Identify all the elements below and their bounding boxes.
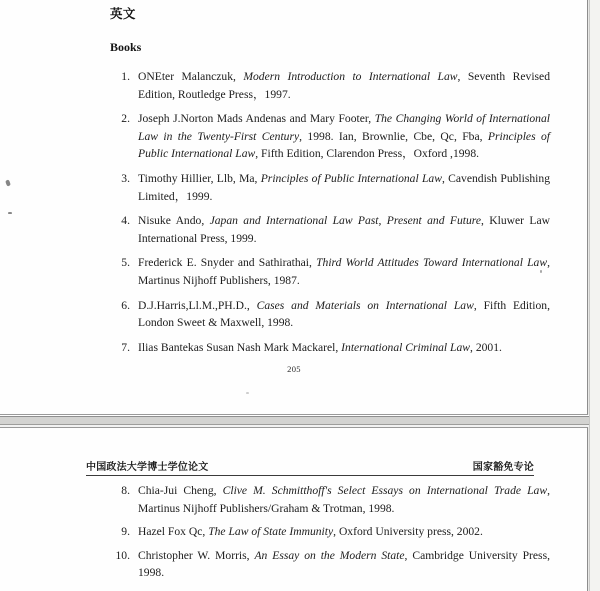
reference-plain: , 1998. Ian, Brownlie, Cbe, Qc, Fba, [299, 129, 488, 143]
reference-title: Principles of Public International Law [260, 172, 442, 186]
page-folio-number: 205 [287, 364, 301, 374]
reference-text [138, 297, 550, 332]
reference-plain: , Oxford University press, 2002. [333, 525, 483, 539]
reference-plain: , Kluwer Law International Press, 1999. [138, 214, 550, 245]
scan-speck-icon [246, 392, 249, 394]
reference-title: Third World Attitudes Toward International Law [316, 256, 548, 270]
reference-number: 2. [121, 112, 130, 126]
reference-entry [110, 110, 550, 163]
reference-text [138, 68, 550, 103]
running-header [86, 458, 534, 476]
top-page-content [110, 4, 550, 364]
reference-plain: Nisuke Ando, [138, 214, 210, 228]
reference-title: An Essay on the Modern State [254, 548, 405, 562]
reference-number: 10. [115, 548, 130, 562]
reference-plain: , 2001. [470, 340, 502, 354]
reference-plain: , Fifth Edition, Clarendon Press，Oxford ,1998. [255, 147, 480, 161]
document-page-next [0, 427, 588, 591]
reference-text [138, 547, 550, 582]
reference-plain: Christopher W. Morris, [138, 548, 255, 562]
scan-speck-icon [8, 212, 12, 214]
reference-plain: Timothy Hillier, Llb, Ma, [138, 172, 261, 186]
reference-plain: , Seventh Revised Edition, Routledge Press，1997. [138, 70, 550, 101]
reference-plain: Frederick E. Snyder and Sathirathai, [138, 256, 317, 270]
reference-entry [110, 297, 550, 332]
reference-plain: Joseph J.Norton Mads Andenas and Mary Footer, [138, 112, 375, 126]
scan-speck-icon [5, 179, 11, 186]
reference-title: Principles of Public International Law [138, 129, 550, 161]
reference-plain: Chia-Jui Cheng, [138, 484, 223, 497]
reference-entry [110, 254, 550, 289]
reference-number: 1. [121, 70, 130, 83]
reference-text [138, 110, 550, 163]
reference-title: The Law of State Immunity [208, 525, 334, 539]
reference-plain: , Fifth Edition, London Sweet & Maxwell, 1998. [138, 298, 550, 330]
reference-plain: ONEter Malanczuk, [138, 70, 244, 83]
reference-text [138, 170, 550, 205]
reference-list-top [110, 68, 550, 357]
reference-number: 8. [121, 484, 130, 497]
reference-title: Cases and Materials on International Law [256, 298, 474, 312]
reference-plain: , Cambridge University Press, 1998. [138, 548, 550, 580]
reference-plain: , Martinus Nijhoff Publishers, 1987. [138, 256, 550, 288]
reference-title: International Criminal Law [341, 340, 471, 354]
subsection-heading-books: Books [110, 40, 142, 54]
reference-plain: Ilias Bantekas Susan Nash Mark Mackarel, [138, 340, 342, 354]
reference-plain: D.J.Harris,Ll.M.,PH.D., [138, 298, 257, 312]
reference-entry [110, 212, 550, 247]
reference-title: Modern Introduction to International Law [243, 70, 458, 83]
reference-text [138, 212, 550, 247]
reference-entry [110, 547, 550, 582]
scan-right-gutter [589, 0, 600, 591]
running-header-right: 国家豁免专论 [472, 462, 534, 473]
section-heading-chinese: 英文 [110, 6, 136, 21]
reference-number: 6. [121, 298, 130, 312]
running-header-left: 中国政法大学博士学位论文 [86, 462, 209, 473]
reference-plain: , Cavendish Publishing Limited，1999. [138, 172, 550, 203]
reference-entry [110, 523, 550, 541]
reference-text [138, 482, 550, 517]
reference-entry [110, 339, 550, 357]
scan-speck-icon [540, 270, 542, 273]
reference-entry [110, 68, 550, 103]
reference-entry [110, 170, 550, 205]
reference-number: 3. [121, 172, 130, 186]
reference-entry [110, 482, 550, 517]
reference-title: The Changing World of International Law in the Twenty-First Century [138, 112, 551, 143]
reference-number: 5. [121, 256, 130, 270]
reference-number: 4. [121, 214, 130, 228]
reference-title: Japan and International Law Past, Present and Future [209, 214, 481, 228]
reference-title: Clive M. Schmitthoff's Select Essays on International Trade Law [222, 484, 548, 497]
reference-plain: , Martinus Nijhoff Publishers/Graham & Trotman, 1998. [138, 484, 550, 515]
reference-list-bottom [110, 482, 550, 582]
reference-number: 7. [121, 340, 130, 354]
reference-plain: Hazel Fox Qc, [138, 525, 209, 539]
reference-text [138, 523, 550, 541]
reference-text [138, 254, 550, 289]
page-separator [0, 415, 600, 427]
bottom-page-content [110, 482, 550, 588]
reference-number: 9. [121, 525, 130, 539]
reference-text [138, 339, 550, 357]
